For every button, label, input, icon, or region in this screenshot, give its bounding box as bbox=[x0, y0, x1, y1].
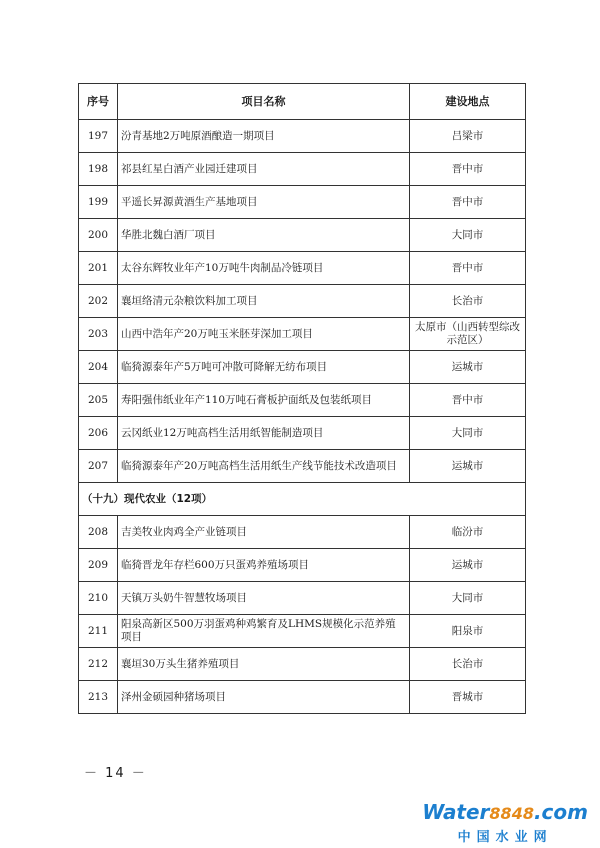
table-row bbox=[79, 516, 526, 549]
project-location: 晋中市 bbox=[410, 186, 526, 219]
table-row bbox=[79, 549, 526, 582]
project-name: 平遥长昇源黄酒生产基地项目 bbox=[118, 186, 410, 219]
table-body-b bbox=[79, 516, 526, 714]
project-table bbox=[78, 83, 526, 714]
table-row bbox=[79, 681, 526, 714]
project-name: 阳泉高新区500万羽蛋鸡种鸡繁育及LHMS规模化示范养殖项目 bbox=[118, 615, 410, 648]
row-number: 197 bbox=[79, 120, 118, 153]
header-num: 序号 bbox=[79, 84, 118, 120]
project-location: 长治市 bbox=[410, 648, 526, 681]
table-row bbox=[79, 219, 526, 252]
project-name: 山西中浩年产20万吨玉米胚芽深加工项目 bbox=[118, 318, 410, 351]
row-number: 206 bbox=[79, 417, 118, 450]
table-row bbox=[79, 120, 526, 153]
table-row bbox=[79, 153, 526, 186]
table-row bbox=[79, 318, 526, 351]
project-location: 运城市 bbox=[410, 450, 526, 483]
project-name: 襄垣30万头生猪养殖项目 bbox=[118, 648, 410, 681]
table-row bbox=[79, 186, 526, 219]
row-number: 210 bbox=[79, 582, 118, 615]
table-body-a bbox=[79, 120, 526, 483]
project-location: 吕梁市 bbox=[410, 120, 526, 153]
watermark-logo bbox=[422, 802, 588, 845]
row-number: 201 bbox=[79, 252, 118, 285]
project-location: 运城市 bbox=[410, 549, 526, 582]
section-title: （十九）现代农业（12项） bbox=[79, 483, 526, 516]
row-number: 205 bbox=[79, 384, 118, 417]
table-row bbox=[79, 351, 526, 384]
row-number: 200 bbox=[79, 219, 118, 252]
row-number: 202 bbox=[79, 285, 118, 318]
watermark-cn: 中国水业网 bbox=[457, 830, 553, 845]
project-name: 云冈纸业12万吨高档生活用纸智能制造项目 bbox=[118, 417, 410, 450]
project-location: 运城市 bbox=[410, 351, 526, 384]
row-number: 212 bbox=[79, 648, 118, 681]
project-location: 太原市（山西转型综改示范区） bbox=[410, 318, 526, 351]
table-row bbox=[79, 582, 526, 615]
project-name: 太谷东辉牧业年产10万吨牛肉制品冷链项目 bbox=[118, 252, 410, 285]
project-location: 大同市 bbox=[410, 582, 526, 615]
project-location: 阳泉市 bbox=[410, 615, 526, 648]
project-name: 临猗源泰年产20万吨高档生活用纸生产线节能技术改造项目 bbox=[118, 450, 410, 483]
project-name: 寿阳强伟纸业年产110万吨石膏板护面纸及包装纸项目 bbox=[118, 384, 410, 417]
table-row bbox=[79, 615, 526, 648]
row-number: 198 bbox=[79, 153, 118, 186]
project-location: 晋中市 bbox=[410, 252, 526, 285]
section-body bbox=[79, 483, 526, 516]
table-row bbox=[79, 252, 526, 285]
section-row bbox=[79, 483, 526, 516]
project-name: 吉美牧业肉鸡全产业链项目 bbox=[118, 516, 410, 549]
header-name: 项目名称 bbox=[118, 84, 410, 120]
project-location: 长治市 bbox=[410, 285, 526, 318]
row-number: 204 bbox=[79, 351, 118, 384]
project-location: 大同市 bbox=[410, 219, 526, 252]
page-number: － 14 － bbox=[84, 766, 147, 781]
project-location: 晋中市 bbox=[410, 153, 526, 186]
project-name: 祁县红星白酒产业园迁建项目 bbox=[118, 153, 410, 186]
table-row bbox=[79, 417, 526, 450]
row-number: 199 bbox=[79, 186, 118, 219]
row-number: 209 bbox=[79, 549, 118, 582]
header-location: 建设地点 bbox=[410, 84, 526, 120]
project-location: 临汾市 bbox=[410, 516, 526, 549]
project-location: 大同市 bbox=[410, 417, 526, 450]
project-location: 晋城市 bbox=[410, 681, 526, 714]
row-number: 213 bbox=[79, 681, 118, 714]
table-row bbox=[79, 384, 526, 417]
table-header-row bbox=[79, 84, 526, 120]
row-number: 203 bbox=[79, 318, 118, 351]
row-number: 207 bbox=[79, 450, 118, 483]
project-name: 天镇万头奶牛智慧牧场项目 bbox=[118, 582, 410, 615]
watermark-brand: Water8848.com bbox=[422, 800, 588, 824]
project-name: 临猗源泰年产5万吨可冲散可降解无纺布项目 bbox=[118, 351, 410, 384]
project-name: 汾青基地2万吨原酒酿造一期项目 bbox=[118, 120, 410, 153]
table-row bbox=[79, 285, 526, 318]
project-name: 华胜北魏白酒厂项目 bbox=[118, 219, 410, 252]
project-name: 襄垣络清元杂粮饮料加工项目 bbox=[118, 285, 410, 318]
row-number: 211 bbox=[79, 615, 118, 648]
table-row bbox=[79, 450, 526, 483]
table-row bbox=[79, 648, 526, 681]
project-location: 晋中市 bbox=[410, 384, 526, 417]
row-number: 208 bbox=[79, 516, 118, 549]
project-name: 临猗晋龙年存栏600万只蛋鸡养殖场项目 bbox=[118, 549, 410, 582]
project-name: 泽州金硕园种猪场项目 bbox=[118, 681, 410, 714]
